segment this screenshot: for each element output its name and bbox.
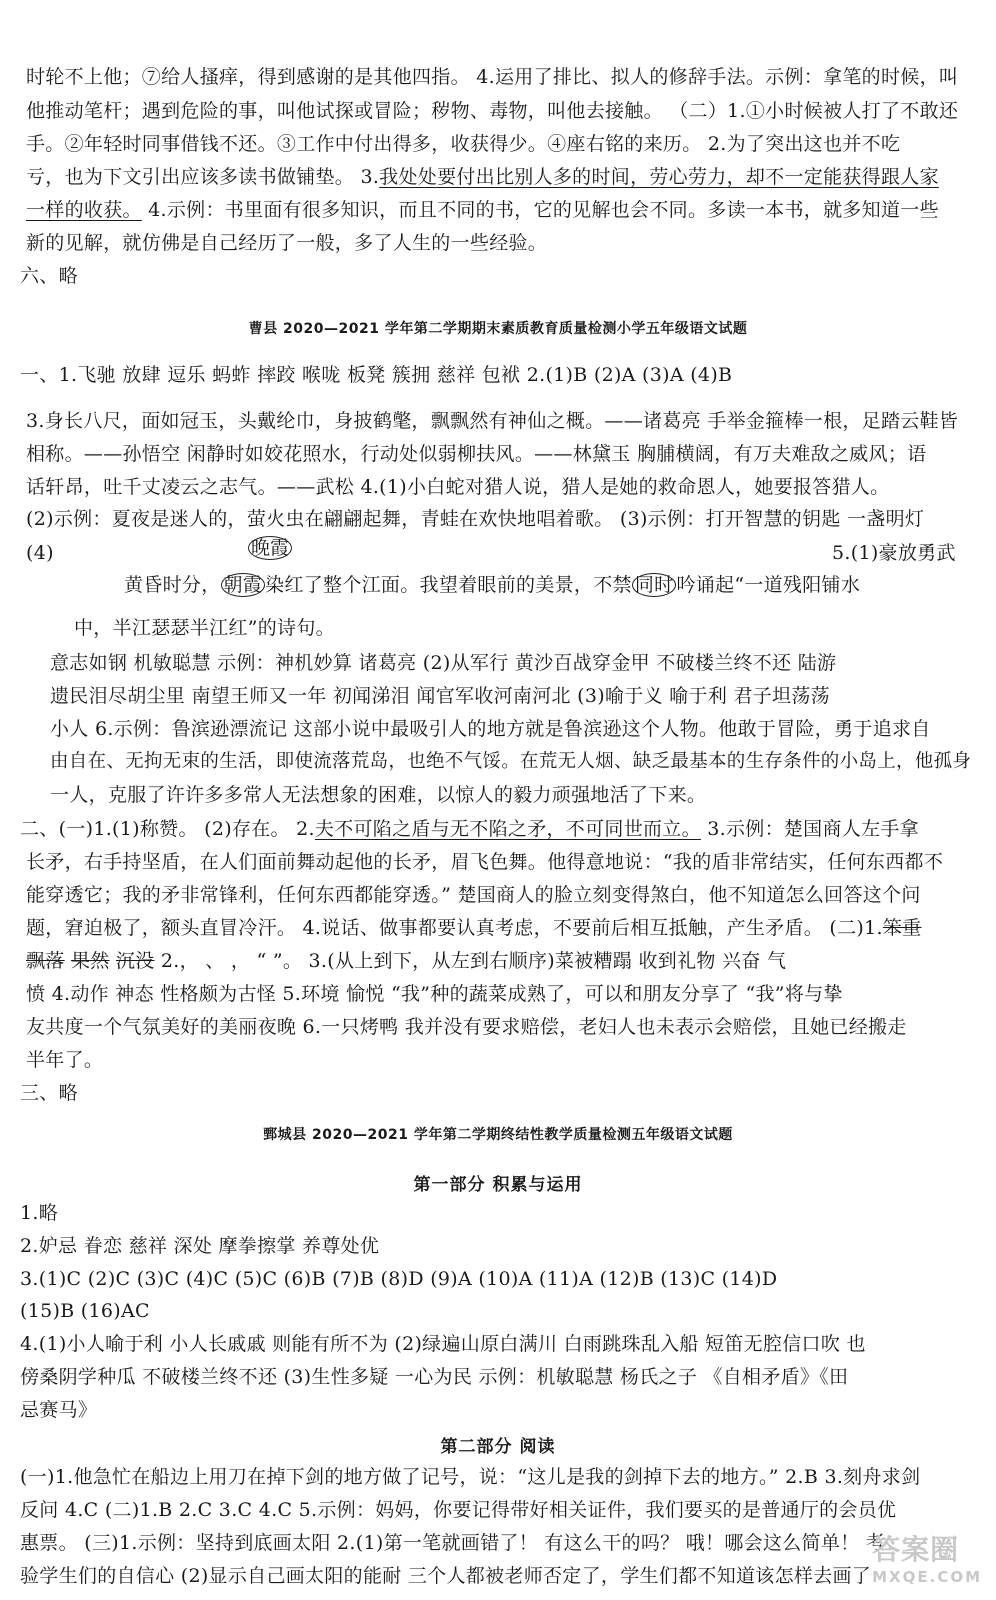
- underlined-answer: 夫不可陷之盾与无不陷之矛，不可同世而立。: [314, 818, 701, 840]
- text-line: 一人，克服了许许多多常人无法想象的困难，以惊人的毅力顽强地活了下来。: [50, 784, 707, 806]
- circled-word: 朝霞: [221, 573, 266, 597]
- exam-title: 鄄城县 2020—2021 学年第二学期终结性教学质量检测五年级语文试题: [263, 1127, 733, 1143]
- text-segment: 2.， 、 ， “ ”。 3.(从上到下，从左到右顺序)菜被糟蹋 收到礼物 兴奋 气: [154, 950, 787, 972]
- struck-word: 果然: [70, 950, 110, 972]
- text-line: 小人 6.示例：鲁滨逊漂流记 这部小说中最吸引人的地方就是鲁滨逊这个人物。他敢于冒险，勇于追求自: [50, 718, 931, 740]
- text-line: [26, 915, 921, 941]
- text-line: 验学生们的自信心 (2)显示自己画太阳的能耐 三个人都被老师否定了，学生们都不知道该怎样去画了: [20, 1565, 872, 1587]
- watermark-text: 答案圈: [872, 1533, 960, 1566]
- text-line: (4): [26, 542, 54, 564]
- text-segment: 染红了整个江面。我望着眼前的美景，不禁: [265, 574, 632, 596]
- struck-word: 笨重: [882, 917, 922, 939]
- text-line: 半年了。: [26, 1049, 104, 1071]
- text-segment: 题，窘迫极了，额头直冒冷汗。 4.说话、做事都要认真考虑，不要前后相互抵触，产生矛盾。 (二)1.: [26, 917, 883, 939]
- text-line: (一)1.他急忙在船边上用刀在掉下剑的地方做了记号，说：“这儿是我的剑掉下去的地方。” 2.B 3.刻舟求剑: [20, 1466, 921, 1488]
- text-line: 意志如钢 机敏聪慧 示例：神机妙算 诸葛亮 (2)从军行 黄沙百战穿金甲 不破楼兰终不还 陆游: [50, 652, 837, 674]
- text-line: (2)示例：夏夜是迷人的，萤火虫在翩翩起舞，青蛙在欢快地唱着歌。 (3)示例：打开智慧的钥匙 一盏明灯: [26, 508, 925, 530]
- part-heading: 第一部分 积累与运用: [413, 1175, 583, 1195]
- text-line: 忌赛马》: [20, 1399, 98, 1421]
- section-note: 三、略: [20, 1082, 78, 1104]
- text-line: 3.(1)C (2)C (3)C (4)C (5)C (6)B (7)B (8)D (9)A (10)A (11)A (12)B (13)C (14)D: [20, 1268, 778, 1290]
- correction-insert: [248, 533, 292, 560]
- text-line: 他推动笔杆；遇到危险的事，叫他试探或冒险；秽物、毒物，叫他去接触。 （二）1.①小时候被人打了不敢还: [26, 100, 959, 122]
- text-line: 反问 4.C (二)1.B 2.C 3.C 4.C 5.示例：妈妈，你要记得带好相关证件，我们要买的是普通厅的会员优: [20, 1499, 897, 1521]
- text-line: 惠票。 (三)1.示例：坚持到底画太阳 2.(1)第一笔就画错了！ 有这么干的吗？ 哦！哪会这么简单！ 考: [20, 1532, 886, 1554]
- text-segment: 二、(一)1.(1)称赞。 (2)存在。 2.: [20, 818, 315, 840]
- watermark-url: MXQE.COM: [872, 1568, 982, 1586]
- text-line: 手。②年轻时同事借钱不还。③工作中付出得多，收获得少。④座右铭的来历。 2.为了突出这也并不吃: [26, 133, 901, 155]
- text-line: 3.身长八尺，面如冠玉，头戴纶巾，身披鹤氅，飘飘然有神仙之概。——诸葛亮 手举金箍棒一根，足踏云鞋皆: [26, 410, 959, 432]
- text-line: 相称。——孙悟空 闲静时如姣花照水，行动处似弱柳扶风。——林黛玉 胸脯横阔，有万夫难敌之威风；语: [26, 443, 927, 465]
- text-line: (15)B (16)AC: [20, 1300, 150, 1322]
- text-line: 时轮不上他；⑦给人搔痒，得到感谢的是其他四指。 4.运用了排比、拟人的修辞手法。示例：拿笔的时候，叫: [26, 66, 959, 88]
- text-segment: 亏，也为下文引出应该多读书做铺垫。 3.: [26, 166, 380, 188]
- circled-word: 晚霞: [248, 536, 292, 560]
- text-line: 一、1.飞驰 放肆 逗乐 蚂蚱 摔跤 喉咙 板凳 簇拥 慈祥 包袱 2.(1)B (2)A (3)A (4)B: [20, 364, 733, 386]
- watermark-logo: [872, 1528, 982, 1586]
- struck-word: 沉没: [115, 950, 155, 972]
- text-segment: 黄昏时分，: [124, 574, 221, 596]
- text-line: 能穿透它；我的矛非常锋利，任何东西都能穿透。” 楚国商人的脸立刻变得煞白，他不知道怎么回答这个问: [26, 884, 921, 906]
- underlined-answer: 一样的收获。: [26, 199, 142, 221]
- text-line: [26, 164, 939, 190]
- part-heading: 第二部分 阅读: [440, 1437, 556, 1457]
- text-line: 傍桑阴学种瓜 不破楼兰终不还 (3)生性多疑 一心为民 示例：机敏聪慧 杨氏之子 《自相矛盾》《田: [20, 1366, 849, 1388]
- text-line: 4.(1)小人喻于利 小人长戚戚 则能有所不为 (2)绿遍山原白满川 白雨跳珠乱入船 短笛无腔信口吹 也: [20, 1333, 866, 1355]
- text-segment: 吟诵起“一道残阳铺水: [676, 574, 861, 596]
- text-line: 遗民泪尽胡尘里 南望王师又一年 初闻涕泪 闻官军收河南河北 (3)喻于义 喻于利 君子坦荡荡: [50, 685, 830, 707]
- text-line: 2.妒忌 眷恋 慈祥 深处 摩拳擦掌 养尊处优: [20, 1235, 380, 1257]
- struck-word: 飘落: [26, 950, 65, 972]
- text-line: [20, 816, 919, 842]
- text-line: [124, 572, 860, 598]
- text-line: 话轩昂，吐千丈凌云之志气。——武松 4.(1)小白蛇对猎人说，猎人是她的救命恩人，她要报答猎人。: [26, 476, 890, 498]
- text-segment: 3.示例：楚国商人左手拿: [700, 818, 919, 840]
- text-line: 友共度一个气氛美好的美丽夜晚 6.一只烤鸭 我并没有要求赔偿，老妇人也未表示会赔偿，且她已经搬走: [26, 1016, 907, 1038]
- text-line: 长矛，右手持坚盾，在人们面前舞动起他的长矛，眉飞色舞。他得意地说：“我的盾非常结实，任何东西都不: [26, 851, 944, 873]
- text-line: [26, 948, 786, 974]
- text-line: 1.略: [20, 1202, 59, 1224]
- underlined-answer: 我处处要付出比别人多的时间，劳心劳力，却不一定能获得跟人家: [379, 166, 939, 188]
- text-segment: 4.示例：书里面有很多知识，而且不同的书，它的见解也会不同。多读一本书，就多知道一些: [141, 199, 939, 221]
- exam-title: 曹县 2020—2021 学年第二学期期末素质教育质量检测小学五年级语文试题: [248, 321, 748, 337]
- section-note: 六、略: [20, 265, 78, 287]
- text-line: 新的见解，就仿佛是自己经历了一般，多了人生的一些经验。: [26, 232, 548, 254]
- text-line: 中，半江瑟瑟半江红”的诗句。: [74, 617, 335, 639]
- text-line: 由自在、无拘无束的生活，即使流落荒岛，也绝不气馁。在荒无人烟、缺乏最基本的生存条件的小岛上，他孤身: [50, 751, 972, 772]
- circled-word: 同时: [632, 573, 677, 597]
- text-line: 5.(1)豪放勇武: [832, 542, 956, 564]
- text-line: [26, 197, 939, 223]
- text-line: 愤 4.动作 神态 性格颇为古怪 5.环境 愉悦 “我”种的蔬菜成熟了，可以和朋友分享了 “我”将与挚: [26, 983, 843, 1005]
